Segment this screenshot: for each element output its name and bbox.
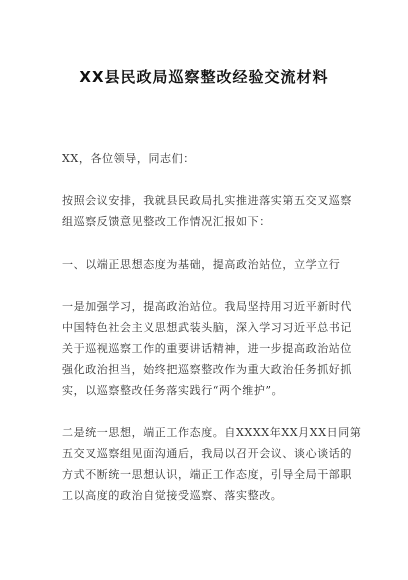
paragraph-line: 方式不断统一思想认识，端正工作态度，引导全局干部职 <box>62 468 352 481</box>
document-title: XX县民政局巡察整改经验交流材料 <box>79 68 329 86</box>
paragraph-1 <box>62 296 352 401</box>
salutation-text: XX，各位领导，同志们： <box>62 152 195 165</box>
paragraph-line: 中国特色社会主义思想武装头脑，深入学习习近平总书记 <box>62 321 352 334</box>
salutation <box>62 148 352 169</box>
section-heading-1 <box>62 254 352 275</box>
intro-line: 按照会议安排，我就县民政局扎实推进落实第五交叉巡察 <box>62 194 352 207</box>
paragraph-line: 工以高度的政治自觉接受巡察、落实整改。 <box>62 489 283 502</box>
paragraph-line: 一是加强学习，提高政治站位。我局坚持用习近平新时代 <box>62 300 352 313</box>
paragraph-line: 二是统一思想，端正工作态度。自XXXX年XX月XX日同第 <box>62 426 362 439</box>
intro-line: 组巡察反馈意见整改工作情况汇报如下： <box>62 215 271 228</box>
paragraph-2 <box>62 422 362 506</box>
section-heading-text: 一、以端正思想态度为基础，提高政治站位，立学立行 <box>62 258 341 271</box>
paragraph-line: 五交叉巡察组见面沟通后，我局以召开会议、谈心谈话的 <box>62 447 352 460</box>
intro-paragraph <box>62 190 352 232</box>
paragraph-line: 强化政治担当，始终把巡察整改作为重大政治任务抓好抓 <box>62 363 352 376</box>
paragraph-line: 关于巡视巡察工作的重要讲话精神，进一步提高政治站位 <box>62 342 352 355</box>
paragraph-line: 实，以巡察整改任务落实践行“两个维护”。 <box>62 384 284 397</box>
